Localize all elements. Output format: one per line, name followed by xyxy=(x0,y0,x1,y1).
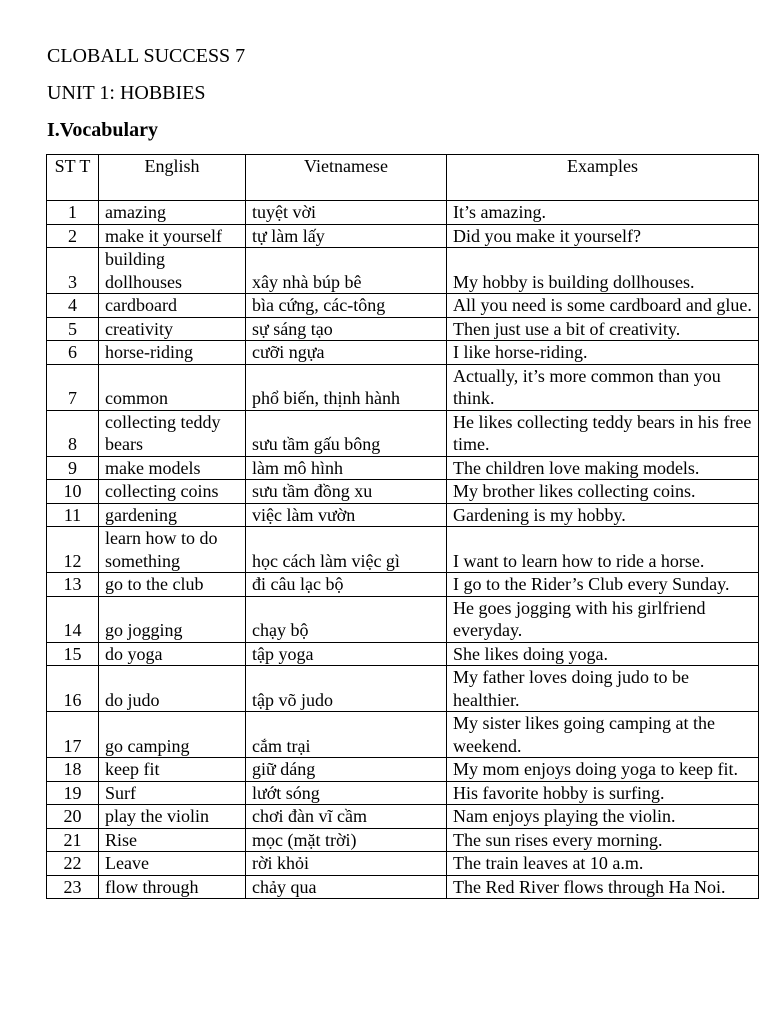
table-row xyxy=(47,341,759,365)
example-cell: I like horse-riding. xyxy=(447,341,759,365)
vietnamese-cell: làm mô hình xyxy=(246,456,447,480)
table-row xyxy=(47,480,759,504)
stt-cell: 7 xyxy=(47,364,99,410)
table-row xyxy=(47,573,759,597)
vietnamese-cell: cắm trại xyxy=(246,712,447,758)
example-cell: Gardening is my hobby. xyxy=(447,503,759,527)
english-cell: building dollhouses xyxy=(99,248,246,294)
example-cell: His favorite hobby is surfing. xyxy=(447,781,759,805)
english-cell: flow through xyxy=(99,875,246,899)
example-cell: She likes doing yoga. xyxy=(447,642,759,666)
example-cell: The Red River flows through Ha Noi. xyxy=(447,875,759,899)
vietnamese-cell: tự làm lấy xyxy=(246,224,447,248)
table-row xyxy=(47,758,759,782)
example-cell: My hobby is building dollhouses. xyxy=(447,248,759,294)
unit-title: UNIT 1: HOBBIES xyxy=(47,82,206,104)
english-cell: cardboard xyxy=(99,294,246,318)
vietnamese-cell: chơi đàn vĩ cầm xyxy=(246,805,447,829)
vietnamese-cell: chạy bộ xyxy=(246,596,447,642)
stt-cell: 16 xyxy=(47,666,99,712)
example-cell: Then just use a bit of creativity. xyxy=(447,317,759,341)
english-cell: Rise xyxy=(99,828,246,852)
english-cell: play the violin xyxy=(99,805,246,829)
vietnamese-cell: lướt sóng xyxy=(246,781,447,805)
vietnamese-cell: mọc (mặt trời) xyxy=(246,828,447,852)
english-cell: horse-riding xyxy=(99,341,246,365)
section-title: I.Vocabulary xyxy=(47,119,158,141)
stt-cell: 10 xyxy=(47,480,99,504)
vietnamese-cell: sưu tầm gấu bông xyxy=(246,410,447,456)
stt-cell: 21 xyxy=(47,828,99,852)
example-cell: My mom enjoys doing yoga to keep fit. xyxy=(447,758,759,782)
english-cell: make it yourself xyxy=(99,224,246,248)
english-cell: amazing xyxy=(99,201,246,225)
stt-cell: 6 xyxy=(47,341,99,365)
vietnamese-cell: sưu tầm đồng xu xyxy=(246,480,447,504)
vietnamese-cell: xây nhà búp bê xyxy=(246,248,447,294)
vietnamese-cell: chảy qua xyxy=(246,875,447,899)
table-row xyxy=(47,364,759,410)
stt-cell: 13 xyxy=(47,573,99,597)
english-cell: Surf xyxy=(99,781,246,805)
english-cell: collecting teddy bears xyxy=(99,410,246,456)
table-row xyxy=(47,596,759,642)
table-row xyxy=(47,527,759,573)
book-title: CLOBALL SUCCESS 7 xyxy=(47,45,246,67)
stt-cell: 9 xyxy=(47,456,99,480)
stt-cell: 4 xyxy=(47,294,99,318)
table-header-row xyxy=(47,155,759,201)
stt-cell: 15 xyxy=(47,642,99,666)
example-cell: The children love making models. xyxy=(447,456,759,480)
example-cell: I want to learn how to ride a horse. xyxy=(447,527,759,573)
example-cell: The train leaves at 10 a.m. xyxy=(447,852,759,876)
table-row xyxy=(47,781,759,805)
stt-cell: 20 xyxy=(47,805,99,829)
stt-cell: 5 xyxy=(47,317,99,341)
table-row xyxy=(47,828,759,852)
english-cell: do judo xyxy=(99,666,246,712)
vocabulary-table xyxy=(46,154,759,899)
vietnamese-cell: giữ dáng xyxy=(246,758,447,782)
table-row xyxy=(47,201,759,225)
stt-cell: 19 xyxy=(47,781,99,805)
example-cell: My father loves doing judo to be healthier. xyxy=(447,666,759,712)
stt-cell: 1 xyxy=(47,201,99,225)
stt-cell: 3 xyxy=(47,248,99,294)
table-row xyxy=(47,642,759,666)
stt-cell: 18 xyxy=(47,758,99,782)
english-cell: learn how to do something xyxy=(99,527,246,573)
english-cell: common xyxy=(99,364,246,410)
vietnamese-cell: tập võ judo xyxy=(246,666,447,712)
english-cell: collecting coins xyxy=(99,480,246,504)
english-cell: go jogging xyxy=(99,596,246,642)
example-cell: It’s amazing. xyxy=(447,201,759,225)
vietnamese-cell: bìa cứng, các-tông xyxy=(246,294,447,318)
table-row xyxy=(47,666,759,712)
example-cell: He likes collecting teddy bears in his free time. xyxy=(447,410,759,456)
vietnamese-cell: sự sáng tạo xyxy=(246,317,447,341)
vietnamese-cell: việc làm vườn xyxy=(246,503,447,527)
vietnamese-cell: đi câu lạc bộ xyxy=(246,573,447,597)
vietnamese-cell: tập yoga xyxy=(246,642,447,666)
table-row xyxy=(47,410,759,456)
stt-cell: 17 xyxy=(47,712,99,758)
header-stt: ST T xyxy=(47,155,99,201)
english-cell: keep fit xyxy=(99,758,246,782)
table-row xyxy=(47,805,759,829)
header-english: English xyxy=(99,155,246,201)
english-cell: make models xyxy=(99,456,246,480)
english-cell: go camping xyxy=(99,712,246,758)
header-vietnamese: Vietnamese xyxy=(246,155,447,201)
stt-cell: 11 xyxy=(47,503,99,527)
example-cell: He goes jogging with his girlfriend everyday. xyxy=(447,596,759,642)
english-cell: gardening xyxy=(99,503,246,527)
english-cell: go to the club xyxy=(99,573,246,597)
vietnamese-cell: phổ biến, thịnh hành xyxy=(246,364,447,410)
table-row xyxy=(47,224,759,248)
table-row xyxy=(47,317,759,341)
stt-cell: 8 xyxy=(47,410,99,456)
stt-cell: 12 xyxy=(47,527,99,573)
table-row xyxy=(47,294,759,318)
example-cell: Did you make it yourself? xyxy=(447,224,759,248)
example-cell: All you need is some cardboard and glue. xyxy=(447,294,759,318)
stt-cell: 2 xyxy=(47,224,99,248)
table-body xyxy=(47,201,759,899)
example-cell: I go to the Rider’s Club every Sunday. xyxy=(447,573,759,597)
table-row xyxy=(47,248,759,294)
english-cell: creativity xyxy=(99,317,246,341)
example-cell: Actually, it’s more common than you think. xyxy=(447,364,759,410)
english-cell: do yoga xyxy=(99,642,246,666)
vietnamese-cell: học cách làm việc gì xyxy=(246,527,447,573)
table-row xyxy=(47,852,759,876)
example-cell: Nam enjoys playing the violin. xyxy=(447,805,759,829)
vietnamese-cell: tuyệt vời xyxy=(246,201,447,225)
table-row xyxy=(47,503,759,527)
example-cell: The sun rises every morning. xyxy=(447,828,759,852)
example-cell: My brother likes collecting coins. xyxy=(447,480,759,504)
stt-cell: 22 xyxy=(47,852,99,876)
english-cell: Leave xyxy=(99,852,246,876)
table-row xyxy=(47,456,759,480)
vietnamese-cell: rời khỏi xyxy=(246,852,447,876)
example-cell: My sister likes going camping at the weekend. xyxy=(447,712,759,758)
stt-cell: 23 xyxy=(47,875,99,899)
header-examples: Examples xyxy=(447,155,759,201)
table-row xyxy=(47,875,759,899)
vietnamese-cell: cưỡi ngựa xyxy=(246,341,447,365)
stt-cell: 14 xyxy=(47,596,99,642)
table-row xyxy=(47,712,759,758)
